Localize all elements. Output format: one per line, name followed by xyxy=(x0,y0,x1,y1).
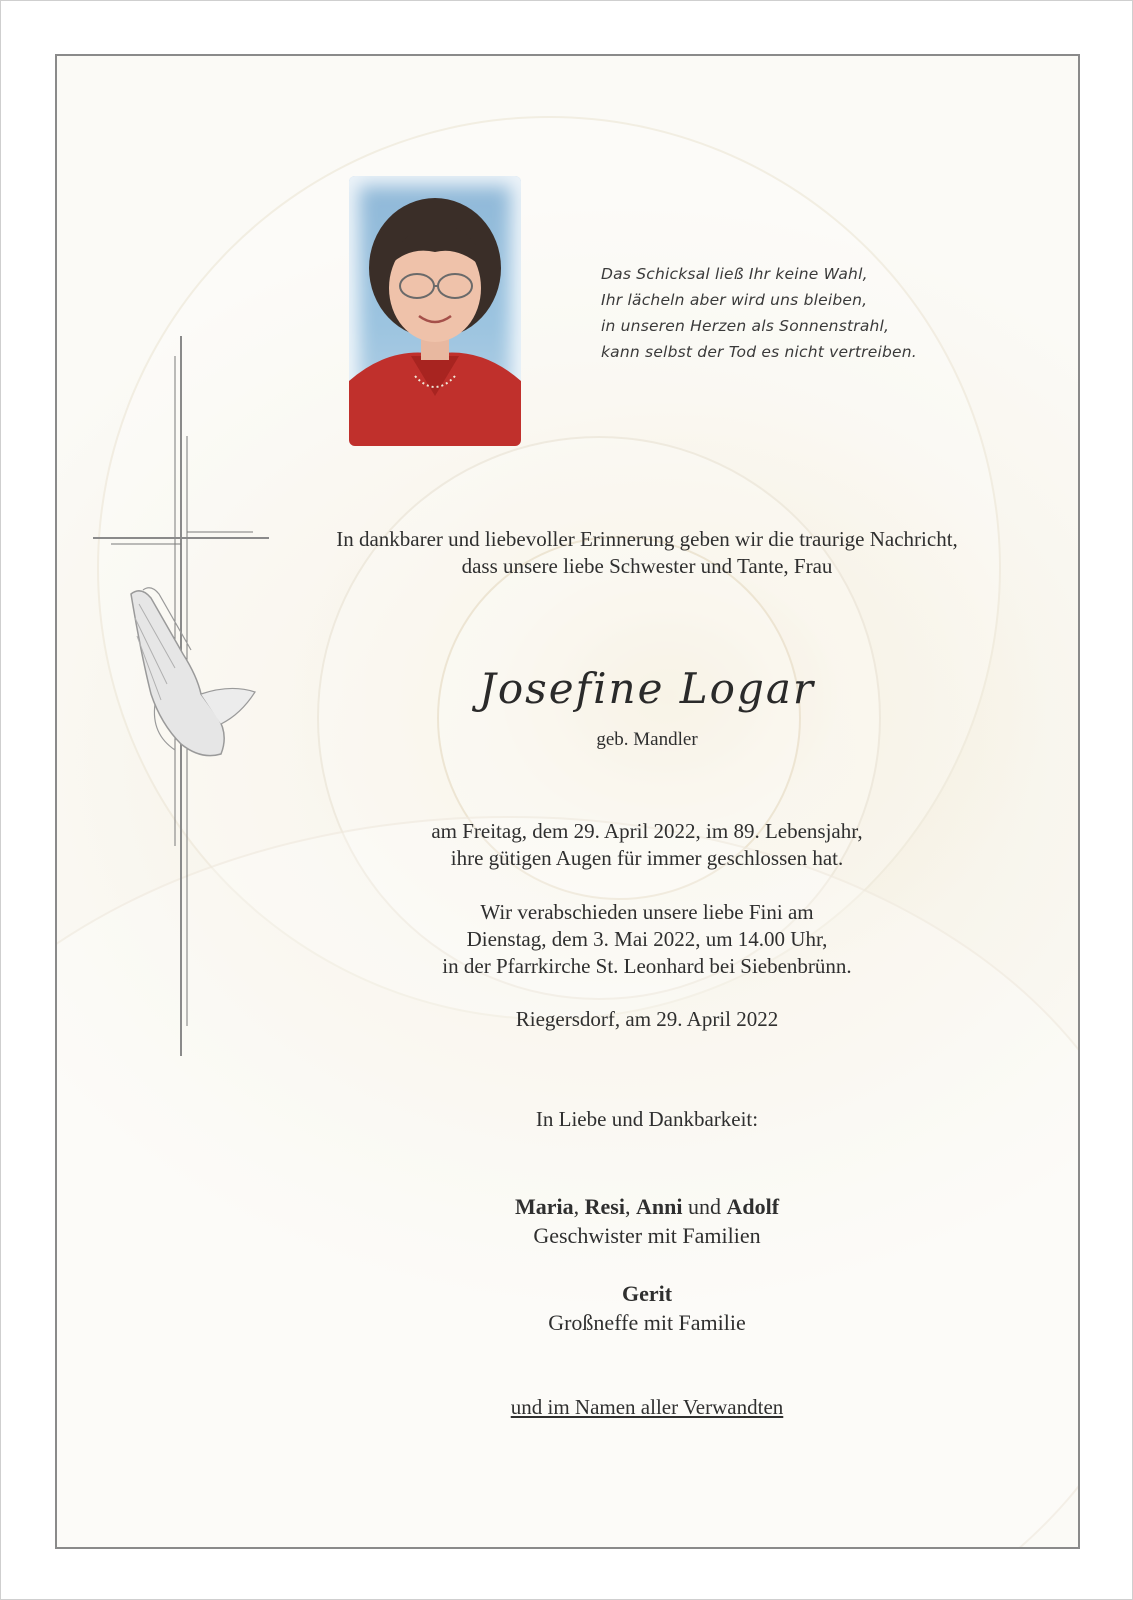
relatives-line xyxy=(257,1394,1037,1421)
memorial-verse xyxy=(601,261,1021,365)
mourner-names xyxy=(257,1192,1037,1221)
mourner-name: Maria xyxy=(514,1194,574,1219)
intro-text xyxy=(257,526,1037,580)
closing-text: In Liebe und Dankbarkeit: xyxy=(535,1107,759,1131)
closing xyxy=(257,1106,1037,1133)
separator: und xyxy=(682,1194,727,1219)
verse-line: in unseren Herzen als Sonnenstrahl, xyxy=(601,317,890,335)
death-notice-line: ihre gütigen Augen für immer geschlossen hat. xyxy=(450,846,844,870)
farewell-details xyxy=(257,899,1037,980)
separator: , xyxy=(573,1194,585,1219)
mourners-group-2 xyxy=(257,1279,1037,1337)
mourners-group-1 xyxy=(257,1192,1037,1250)
birth-name-text: geb. Mandler xyxy=(596,729,698,750)
farewell-line: Wir verabschieden unsere liebe Fini am xyxy=(480,900,814,924)
mourner-name: Anni xyxy=(635,1194,683,1219)
relatives-text: und im Namen aller Verwandten xyxy=(510,1395,784,1419)
portrait-illustration xyxy=(349,176,521,446)
place-date xyxy=(257,1006,1037,1033)
mourner-name: Resi xyxy=(584,1194,625,1219)
deceased-name: Josefine Logar xyxy=(479,664,815,713)
mourner-relation: Geschwister mit Familien xyxy=(533,1223,761,1248)
portrait-photo xyxy=(349,176,521,446)
mourner-relation: Großneffe mit Familie xyxy=(548,1310,746,1335)
place-date-text: Riegersdorf, am 29. April 2022 xyxy=(515,1007,779,1031)
obituary-card xyxy=(55,54,1080,1549)
mourner-name: Adolf xyxy=(726,1194,780,1219)
birth-name xyxy=(257,726,1037,753)
death-notice-line: am Freitag, dem 29. April 2022, im 89. Lebensjahr, xyxy=(431,819,863,843)
separator: , xyxy=(624,1194,636,1219)
verse-line: Ihr lächeln aber wird uns bleiben, xyxy=(601,291,868,309)
intro-line: In dankbarer und liebevoller Erinnerung geben wir die traurige Nachricht, xyxy=(336,527,958,551)
verse-line: kann selbst der Tod es nicht vertreiben. xyxy=(601,343,917,361)
farewell-line: in der Pfarrkirche St. Leonhard bei Siebenbrünn. xyxy=(442,954,852,978)
mourner-name: Gerit xyxy=(621,1281,673,1306)
intro-line: dass unsere liebe Schwester und Tante, Frau xyxy=(461,554,833,578)
verse-line: Das Schicksal ließ Ihr keine Wahl, xyxy=(601,265,868,283)
farewell-line: Dienstag, dem 3. Mai 2022, um 14.00 Uhr, xyxy=(466,927,828,951)
praying-hands-icon xyxy=(121,584,261,764)
death-notice xyxy=(257,818,1037,872)
